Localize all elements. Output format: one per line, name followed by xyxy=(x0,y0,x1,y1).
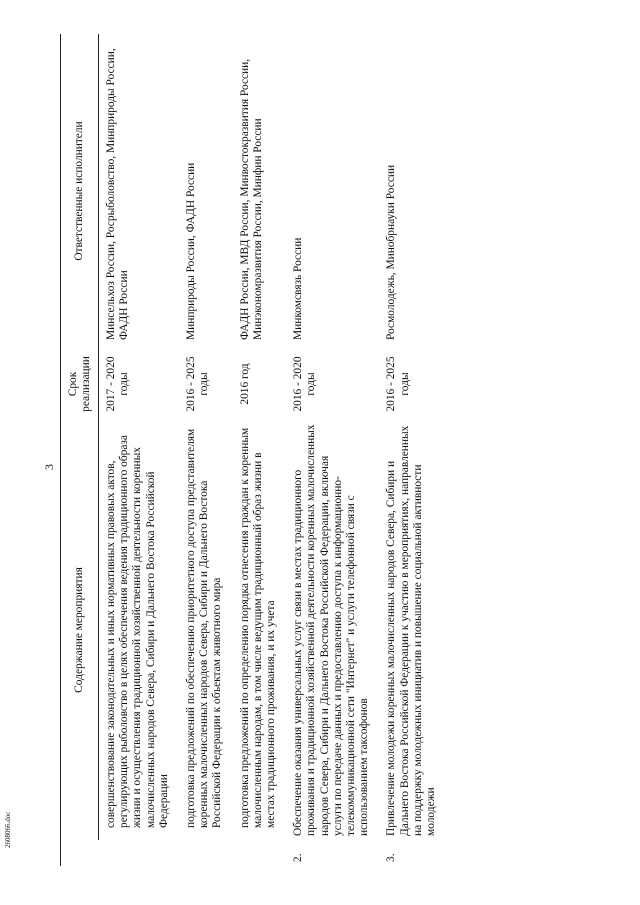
header-responsible: Ответственные исполнители xyxy=(61,34,99,348)
row-period: 2016 год xyxy=(238,363,251,405)
row-responsible: Минкомсвязь России xyxy=(292,237,305,340)
row-num xyxy=(225,840,279,866)
table-row xyxy=(99,34,172,866)
measures-table xyxy=(60,34,438,866)
header-period: Срок реализации xyxy=(61,348,99,420)
row-content: Привлечение молодежи коренных малочисленных народов Севера, Сибири и Дальнего Востока Российской Федерации к участию в мероприятиях, направленных на поддержку молодежных инициатив и повышение социальной активности молодежи xyxy=(385,425,438,836)
rotated-content xyxy=(38,32,598,872)
table-row xyxy=(171,34,225,866)
row-num xyxy=(99,840,172,866)
row-responsible: Минприроды России, ФАДН России xyxy=(185,162,198,340)
page-number: 3 xyxy=(42,464,56,470)
row-content: подготовка предложений по определению порядка отнесения граждан к коренным малочисленным народам, в том числе ведущим традиционный образ жизни в местах традиционного проживания, и их учета xyxy=(238,427,278,828)
row-num: 3. xyxy=(385,853,398,862)
row-period: 2016 - 2025 годы xyxy=(185,356,211,412)
row-responsible: Минсельхоз России, Росрыболовство, Минприроды России, ФАДН России xyxy=(105,48,131,340)
row-period: 2016 - 2025 годы xyxy=(385,356,411,412)
row-content: подготовка предложений по обеспечению приоритетного доступа представителям коренных малочисленных народов Севера, Сибири и Дальнего Востока Российской Федерации к объектам животного мира xyxy=(185,428,224,828)
table-row xyxy=(225,34,279,866)
footer-file-code: 2608066.doc xyxy=(4,811,12,848)
table-row xyxy=(371,34,438,866)
row-period: 2017 - 2020 годы xyxy=(105,356,131,412)
header-num xyxy=(61,840,99,866)
row-responsible: ФАДН России, МВД России, Минвостокразвития России, Минэкономразвития России, Минфин России xyxy=(238,58,264,340)
row-responsible: Росмолодежь, Минобрнауки России xyxy=(385,164,398,340)
row-num xyxy=(171,840,225,866)
row-num: 2. xyxy=(292,853,305,862)
row-period: 2016 - 2020 годы xyxy=(292,356,318,412)
row-content: совершенствование законодательных и иных нормативных правовых актов, регулирующих рыболовство в целях обеспечения ведения традиционного образа жизни и осуществления традиционной хозяйственной деятельности коренных малочисленных народов Севера, Сибири и Дальнего Востока Российской Федерации xyxy=(105,435,170,828)
row-content: Обеспечение оказания универсальных услуг связи в местах традиционного проживания и традиционной хозяйственной деятельности коренных малочисленных народов Севера, Сибири и Дальнего Востока Российской Федерации, включая услуги по передаче данных и предоставлению доступа к информационно-телекоммуникационной сети "Интернет" и услуги телефонной связи с использованием таксофонов xyxy=(292,424,371,836)
header-content: Содержание мероприятия xyxy=(61,420,99,840)
table-header-row xyxy=(61,34,99,866)
table-row xyxy=(278,34,371,866)
